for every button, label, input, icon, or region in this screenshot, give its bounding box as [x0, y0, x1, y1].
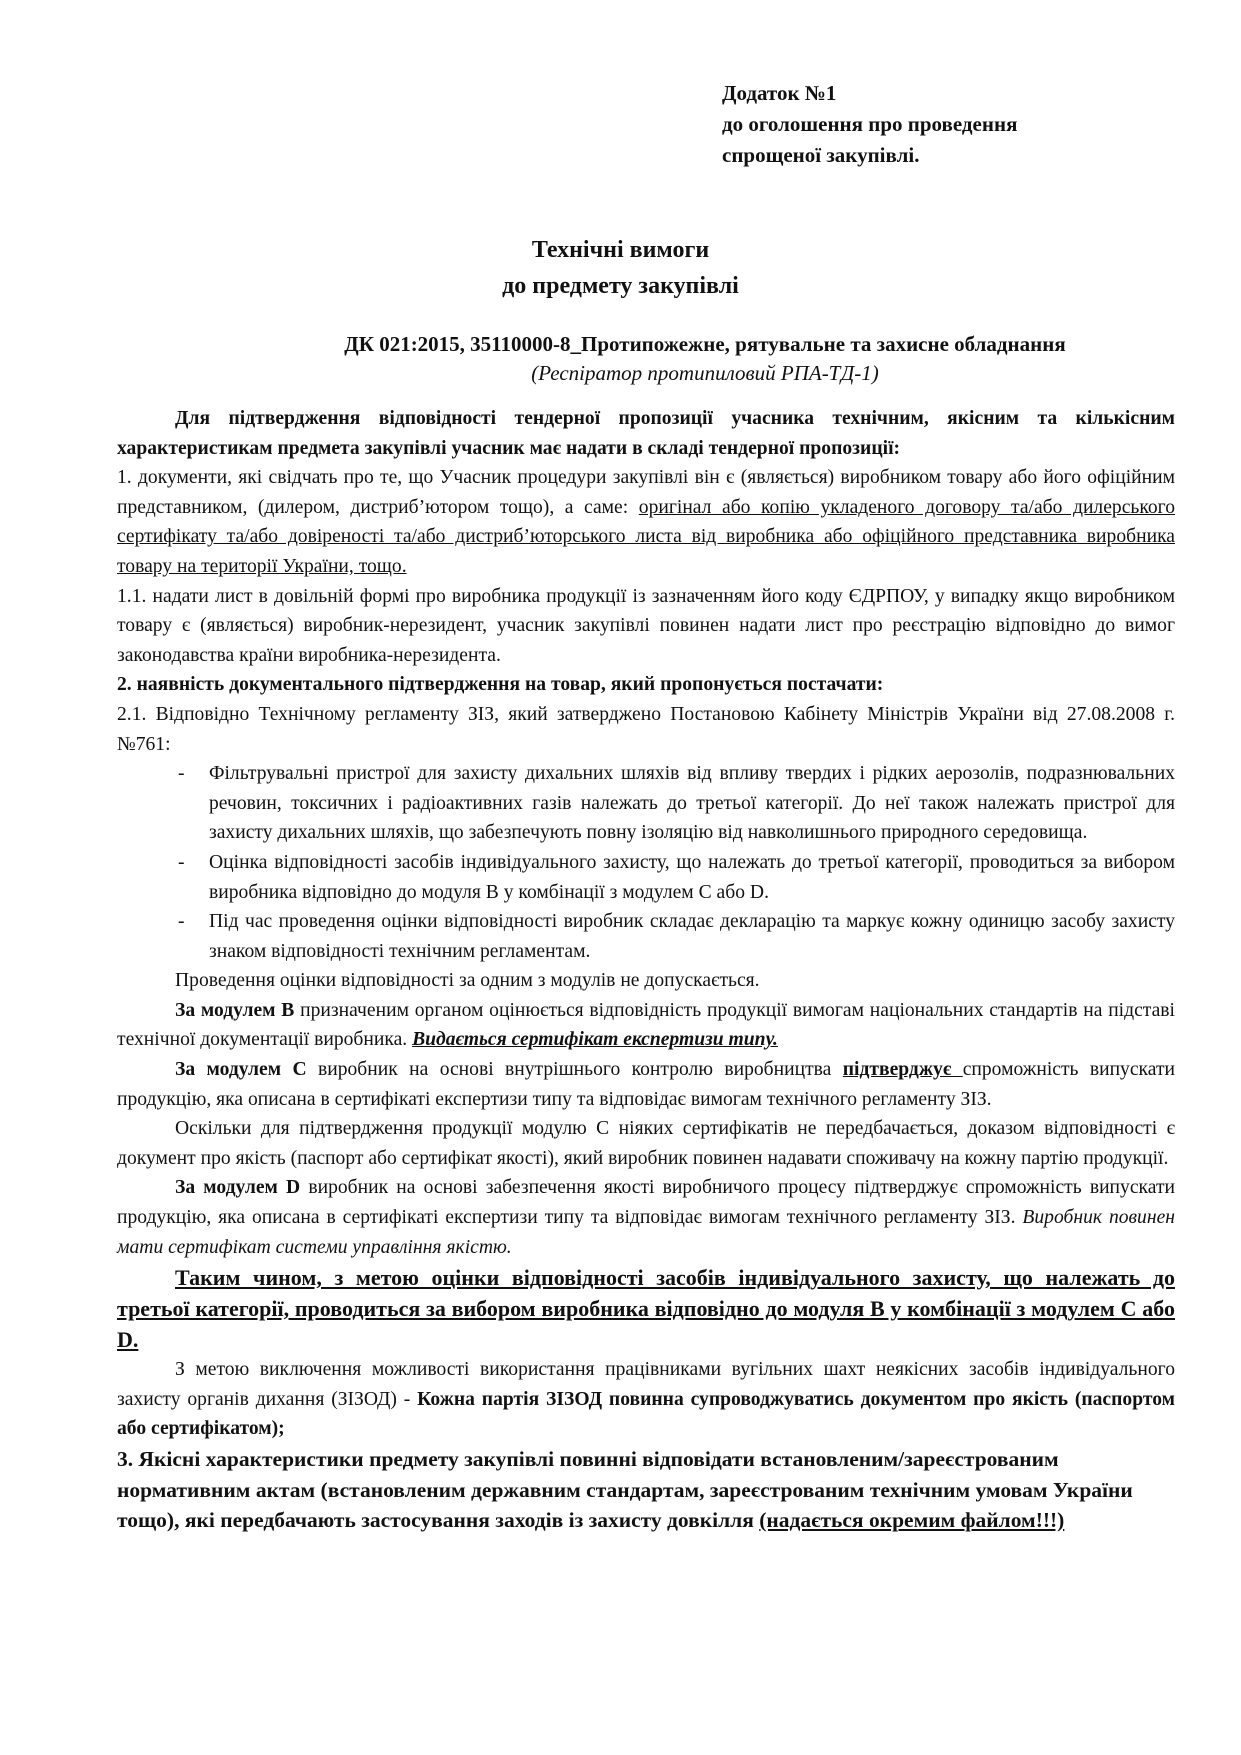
list-item	[117, 907, 1175, 966]
paragraph-3	[117, 1444, 1175, 1536]
paragraph-3-text: 3. Якісні характеристики предмету закупівлі повинні відповідати встановленим/зареєстрованим нормативним актам (встановленим державним стандартам, зареєстрованим технічним умовам України тощо), які передбачають застосування заходів із захисту довкілля	[117, 1447, 1133, 1532]
document-body	[117, 404, 1175, 1536]
module-d-label: За модулем D	[175, 1177, 301, 1199]
module-c-text-2: спроможність випускати продукцію, яка описана в сертифікаті експертизи типу та відповідає вимогам технічного регламенту ЗІЗ.	[117, 1059, 1176, 1110]
list-item	[117, 759, 1175, 848]
list-item-text: Під час проведення оцінки відповідності виробник складає декларацію та маркує кожну одиницю засобу захисту знаком відповідності технічним регламентам.	[209, 911, 1175, 962]
module-b-label: За модулем В	[175, 999, 295, 1021]
annex-header	[722, 78, 1202, 171]
module-c-paragraph	[117, 1055, 1175, 1114]
paragraph-1-text: 1. документи, які свідчать про те, що Учасник процедури закупівлі він є (являється) виробником товару або його офіційним представником, (дилером, дистриб’ютором тощо), а саме:	[117, 467, 1175, 518]
intro-paragraph: Для підтвердження відповідності тендерної пропозиції учасника технічним, якісним та кількісним характеристикам предмета закупівлі учасник має надати в складі тендерної пропозиції:	[117, 408, 1175, 459]
conclusion-paragraph: Таким чином, з метою оцінки відповідності засобів індивідуального захисту, що належать до третьої категорії, проводиться за вибором виробника відповідно до модуля В у комбінації з модулем С або D.	[117, 1265, 1175, 1353]
bullet-dash: -	[178, 851, 185, 873]
document-title-line-2: до предмету закупівлі	[502, 273, 739, 299]
annex-line-2: до оголошення про проведення	[722, 112, 1018, 136]
mining-bold: Кожна партія ЗІЗОД повинна супроводжуватись документом про якість (паспортом або сертифікатом);	[117, 1388, 1175, 1440]
module-b-certificate: Видається сертифікат експертизи типу.	[412, 1029, 778, 1051]
annex-number: Додаток №1	[722, 81, 837, 105]
list-item-text: Фільтрувальні пристрої для захисту дихальних шляхів від впливу твердих і рідких аерозолів, подразнювальних речовин, токсичних і радіоактивних газів належать до третьої категорії. До неї також належать пристрої для захисту дихальних шляхів, що забезпечують повну ізоляцію від навколишнього природного середовища.	[209, 763, 1175, 844]
bullet-dash: -	[178, 911, 185, 933]
module-d-italic: Виробник повинен мати сертифікат системи управління якістю.	[117, 1207, 1175, 1258]
not-allowed-note: Проведення оцінки відповідності за одним з модулів не допускається.	[175, 970, 760, 992]
paragraph-1-1: 1.1. надати лист в довільній формі про виробника продукції із зазначенням його коду ЄДРПОУ, у випадку якщо виробником товару є (являється) виробник-нерезидент, учасник закупівлі повинен надати лист про реєстрацію відповідно до вимог законодавства країни виробника-нерезидента.	[117, 585, 1175, 666]
document-title: Технічні вимоги	[531, 237, 710, 263]
module-c-note: Оскільки для підтвердження продукції модулю С ніяких сертифікатів не передбачається, доказом відповідності є документ про якість (паспорт або сертифікат якості), який виробник повинен надавати споживачу на кожну партію продукції.	[117, 1118, 1175, 1169]
paragraph-1	[117, 463, 1175, 581]
module-d-text: виробник на основі забезпечення якості виробничого процесу підтверджує спроможність випускати продукцію, яка описана в сертифікаті експертизи типу та відповідає вимогам технічного регламенту ЗІЗ.	[117, 1177, 1175, 1229]
module-c-confirms: підтверджує	[842, 1059, 963, 1081]
paragraph-1-underlined: оригінал або копію укладеного договору та/або дилерського сертифікату та/або довіреності та/або дистриб’юторського листа від виробника або офіційного представника виробника товару на території України, тощо.	[117, 496, 1176, 577]
annex-line-3: спрощеної закупівлі.	[722, 143, 920, 167]
list-item	[117, 848, 1175, 907]
paragraph-2-1: 2.1. Відповідно Технічному регламенту ЗІЗ, який затверджено Постановою Кабінету Міністрів України від 27.08.2008 г. №761:	[117, 703, 1175, 755]
bullet-dash: -	[178, 763, 185, 785]
paragraph-3-underlined: (надається окремим файлом!!!)	[759, 1508, 1065, 1532]
module-c-text-1: виробник на основі внутрішнього контролю виробництва	[306, 1059, 843, 1081]
module-b-text: призначеним органом оцінюється відповідність продукції вимогам національних стандартів на підставі технічної документації виробника.	[117, 999, 1175, 1051]
mining-text: З метою виключення можливості використання працівниками вугільних шахт неякісних засобів індивідуального захисту органів дихання (ЗІЗОД) -	[117, 1359, 1175, 1410]
list-item-text: Оцінка відповідності засобів індивідуального захисту, що належать до третьої категорії, проводиться за вибором виробника відповідно до модуля В у комбінації з модулем С або D.	[209, 851, 1175, 903]
paragraph-2-heading: 2. наявність документального підтвердження на товар, який пропонується постачати:	[117, 674, 884, 696]
requirements-list	[117, 759, 1175, 966]
module-b-paragraph	[117, 996, 1175, 1055]
module-d-paragraph	[117, 1173, 1175, 1262]
mining-paragraph	[117, 1355, 1175, 1444]
procurement-item-name: (Респіратор протипиловий РПА-ТД-1)	[531, 361, 879, 385]
procurement-subject-code: ДК 021:2015, 35110000-8_Протипожежне, рятувальне та захисне обладнання	[344, 332, 1066, 356]
module-c-label: За модулем С	[175, 1059, 307, 1081]
